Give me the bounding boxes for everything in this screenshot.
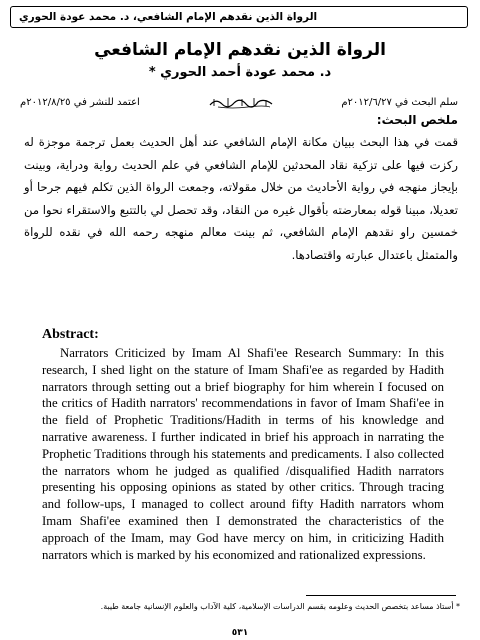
abstract-heading: Abstract: — [42, 327, 99, 342]
submission-dates — [20, 93, 458, 111]
running-title: الرواة الذين نقدهم الإمام الشافعي، د. محمد عودة الحوري — [19, 11, 318, 23]
english-abstract — [42, 345, 444, 563]
running-header — [10, 6, 468, 28]
page-number: ٥٣١ — [231, 628, 249, 638]
english-abstract-text: Narrators Criticized by Imam Al Shafi'ee Research Summary: In this research, I shed light on the stature of Imam Shafi'ee as regarded by Hadith narrators through setting out a brief biography for him wherein I focused on the critics of Hadith narrators' recommendations in favor of Imam Shafi'ee in the field of Prophetic Traditions/Hadith in terms of his knowledge and narrative awareness. I further indicated in brief his approach in narrating the Prophetic Traditions through his statements and predicaments. I also collected the narrators whom he judged as qualified /disqualified Hadith narrators presenting his opposing opinions as stated by other critics. Through tracing and follow-ups, I managed to collect around fifty Hadith narrators whom Imam Shafi'ee examined then I demonstrated the characteristics of the approach of the Imam, may God have mercy on him, in criticizing Hadith narrators which is marked by his economized and rationalized expressions. — [42, 346, 444, 562]
arabic-summary-heading: ملخص البحث: — [376, 113, 458, 127]
author-footnote: * أستاذ مساعد بتخصص الحديث وعلومه بقسم الدراسات الإسلامية، كلية الآداب والعلوم الإنسانية جامعة طيبة. — [100, 602, 460, 611]
article-title: الرواة الذين نقدهم الإمام الشافعي — [94, 40, 386, 60]
article-author: د. محمد عودة أحمد الحوري * — [148, 65, 332, 80]
accepted-date: اعتمد للنشر في ٢٠١٢/٨/٢٥م — [20, 96, 140, 108]
basmala-calligraphy-icon — [208, 95, 274, 109]
arabic-summary — [24, 131, 458, 266]
arabic-summary-text: قمت في هذا البحث ببيان مكانة الإمام الشافعي عند أهل الحديث بعمل ترجمة موجزة له ركزت فيها على تزكية نقاد المحدثين للإمام الشافعي في علم الحديث رواية ودراية، وبينت بإيجاز منهجه في رواية الأحاديث من خلال مقولاته، وجمعت الرواة الذين تكلم فيهم جرحا أو تعديلا، مبينا قوله بمعارضته بأقوال غيره من النقاد، وقد تحصل لي بالتتبع والاستقراء نحوا من خمسين راو نقدهم الإمام الشافعي، ثم بينت معالم منهجه رحمه الله في نقده للرواة والمتمثل باعتدال عبارته واقتصادها. — [24, 135, 458, 262]
received-date: سلم البحث في ٢٠١٢/٦/٢٧م — [341, 96, 458, 108]
footnote-divider — [306, 595, 456, 596]
